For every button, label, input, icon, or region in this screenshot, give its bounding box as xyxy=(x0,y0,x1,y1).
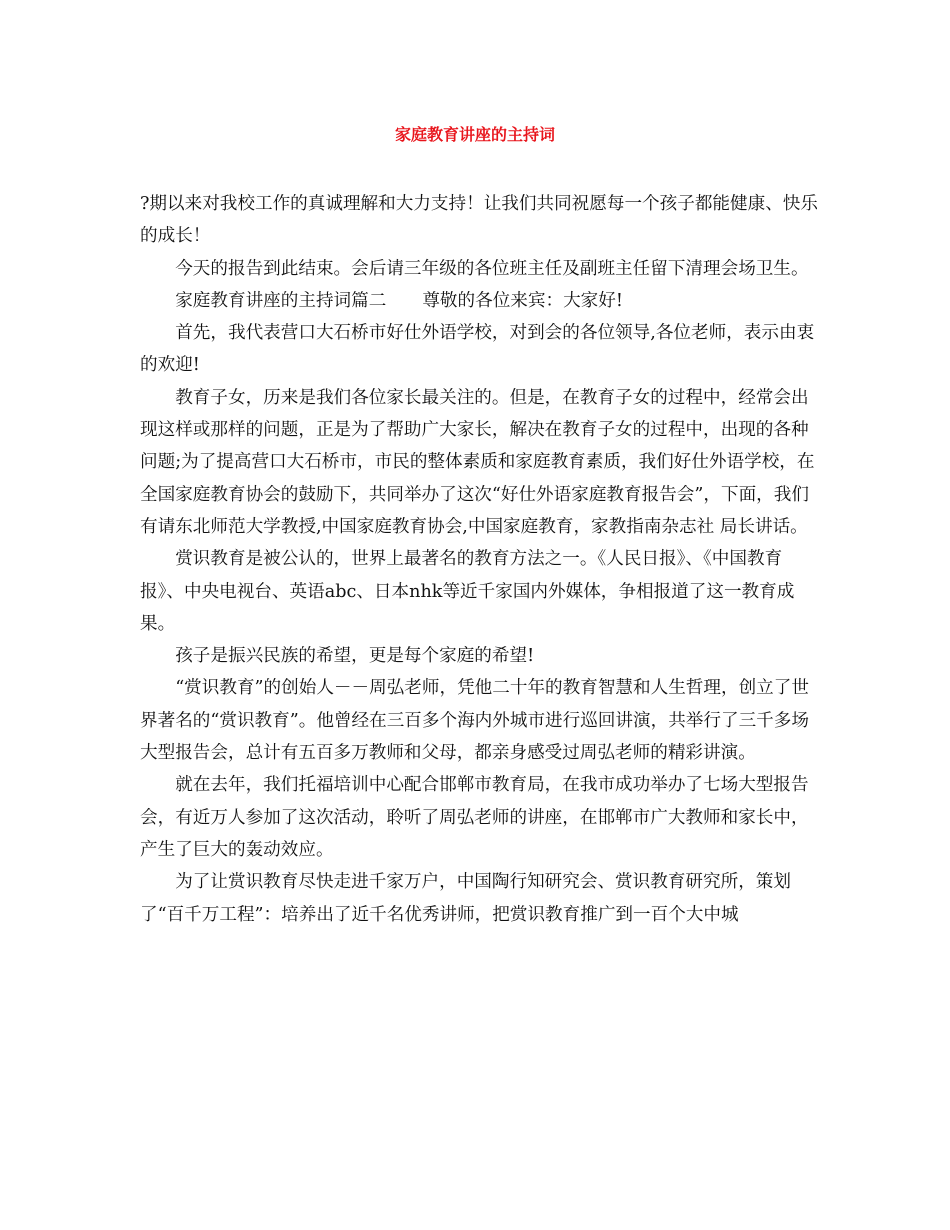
section-heading: 家庭教育讲座的主持词篇二 xyxy=(175,290,387,311)
section-heading-line xyxy=(140,285,820,317)
paragraph: 教育子女，历来是我们各位家长最关注的。但是，在教育子女的过程中，经常会出现这样或那样的问题，正是为了帮助广大家长，解决在教育子女的过程中，出现的各种问题;为了提高营口大石桥市，市民的整体素质和家庭教育素质，我们好仕外语学校，在全国家庭教育协会的鼓励下，共同举办了这次“好仕外语家庭教育报告会”，下面，我们有请东北师范大学教授,中国家庭教育协会,中国家庭教育，家教指南杂志社 局长讲话。 xyxy=(140,387,815,537)
paragraph: ?期以来对我校工作的真诚理解和大力支持！让我们共同祝愿每一个孩子都能健康、快乐的成长！ xyxy=(140,194,818,247)
document-body xyxy=(140,188,820,931)
paragraph: 就在去年，我们托福培训中心配合邯郸市教育局，在我市成功举办了七场大型报告会，有近万人参加了这次活动，聆听了周弘老师的讲座，在邯郸市广大教师和家长中，产生了巨大的轰动效应。 xyxy=(140,775,809,860)
greeting: 尊敬的各位来宾：大家好! xyxy=(422,290,623,311)
paragraph: 今天的报告到此结束。会后请三年级的各位班主任及副班主任留下清理会场卫生。 xyxy=(175,258,809,279)
paragraph: 为了让赏识教育尽快走进千家万户，中国陶行知研究会、赏识教育研究所，策划了“百千万工程”：培养出了近千名优秀讲师，把赏识教育推广到一百个大中城 xyxy=(140,872,791,925)
paragraph: 首先，我代表营口大石桥市好仕外语学校，对到会的各位领导,各位老师，表示由衷的欢迎! xyxy=(140,323,815,376)
paragraph: “赏识教育”的创始人－－周弘老师，凭他二十年的教育智慧和人生哲理，创立了世界著名的“赏识教育”。他曾经在三百多个海内外城市进行巡回讲演，共举行了三千多场大型报告会，总计有五百多万教师和父母，都亲身感受过周弘老师的精彩讲演。 xyxy=(140,678,809,764)
paragraph: 赏识教育是被公认的，世界上最著名的教育方法之一。《人民日报》、《中国教育报》、中央电视台、英语abc、日本nhk等近千家国内外媒体，争相报道了这一教育成果。 xyxy=(140,549,795,634)
paragraph: 孩子是振兴民族的希望，更是每个家庭的希望! xyxy=(175,646,535,667)
document-title: 家庭教育讲座的主持词 xyxy=(394,125,555,144)
